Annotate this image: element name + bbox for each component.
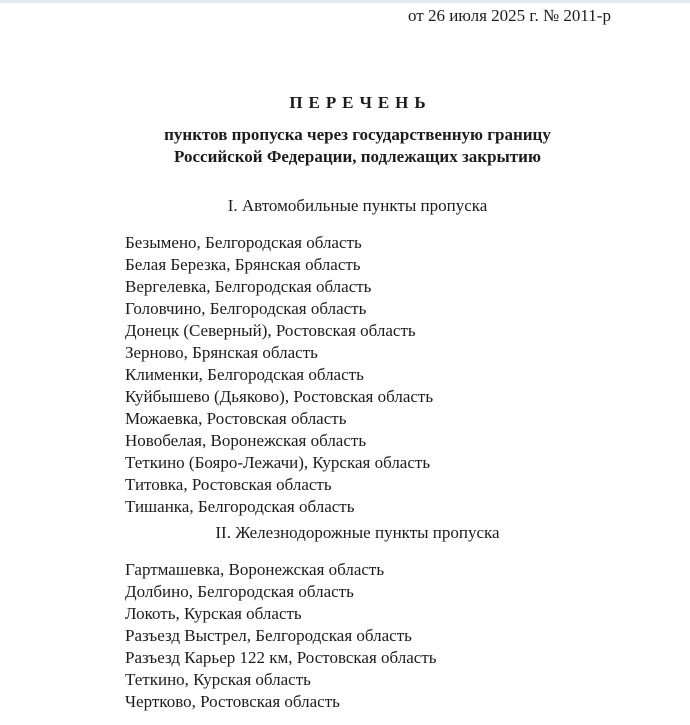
sections-container: [125, 195, 590, 713]
list-item: Локоть, Курская область: [125, 604, 302, 623]
section-heading: II. Железнодорожные пункты пропуска: [215, 523, 500, 542]
section-items: [125, 559, 590, 713]
order-reference: от 26 июля 2025 г. № 2011-р: [408, 6, 611, 25]
list-item: Донецк (Северный), Ростовская область: [125, 321, 416, 340]
document-content: [125, 0, 590, 713]
section-heading: I. Автомобильные пункты пропуска: [227, 196, 488, 215]
list-item: Чертково, Ростовская область: [125, 692, 340, 711]
list-item: Головчино, Белгородская область: [125, 299, 367, 318]
list-item: Титовка, Ростовская область: [125, 475, 332, 494]
section: [125, 195, 590, 518]
subtitle-line-2: Российской Федерации, подлежащих закрытию: [174, 147, 541, 166]
list-item: Вергелевка, Белгородская область: [125, 277, 372, 296]
list-item: Куйбышево (Дьяково), Ростовская область: [125, 387, 434, 406]
list-item: Зерново, Брянская область: [125, 343, 318, 362]
list-item: Гартмашевка, Воронежская область: [125, 560, 385, 579]
list-item: Разъезд Карьер 122 км, Ростовская область: [125, 648, 437, 667]
list-item: Клименки, Белгородская область: [125, 365, 364, 384]
list-item: Теткино, Курская область: [125, 670, 311, 689]
list-item: Белая Березка, Брянская область: [125, 255, 361, 274]
list-item: Можаевка, Ростовская область: [125, 409, 347, 428]
list-item: Долбино, Белгородская область: [125, 582, 354, 601]
list-item: Разъезд Выстрел, Белгородская область: [125, 626, 412, 645]
section: [125, 522, 590, 713]
list-item: Теткино (Бояро-Лежачи), Курская область: [125, 453, 431, 472]
subtitle-line-1: пунктов пропуска через государственную границу: [164, 125, 551, 144]
list-item: Новобелая, Воронежская область: [125, 431, 367, 450]
document-subtitle: [125, 124, 590, 168]
section-items: [125, 232, 590, 518]
document-title-text: ПЕРЕЧЕНЬ: [289, 93, 432, 112]
list-item: Безымено, Белгородская область: [125, 233, 362, 252]
document-title: [125, 92, 590, 114]
list-item: Тишанка, Белгородская область: [125, 497, 355, 516]
